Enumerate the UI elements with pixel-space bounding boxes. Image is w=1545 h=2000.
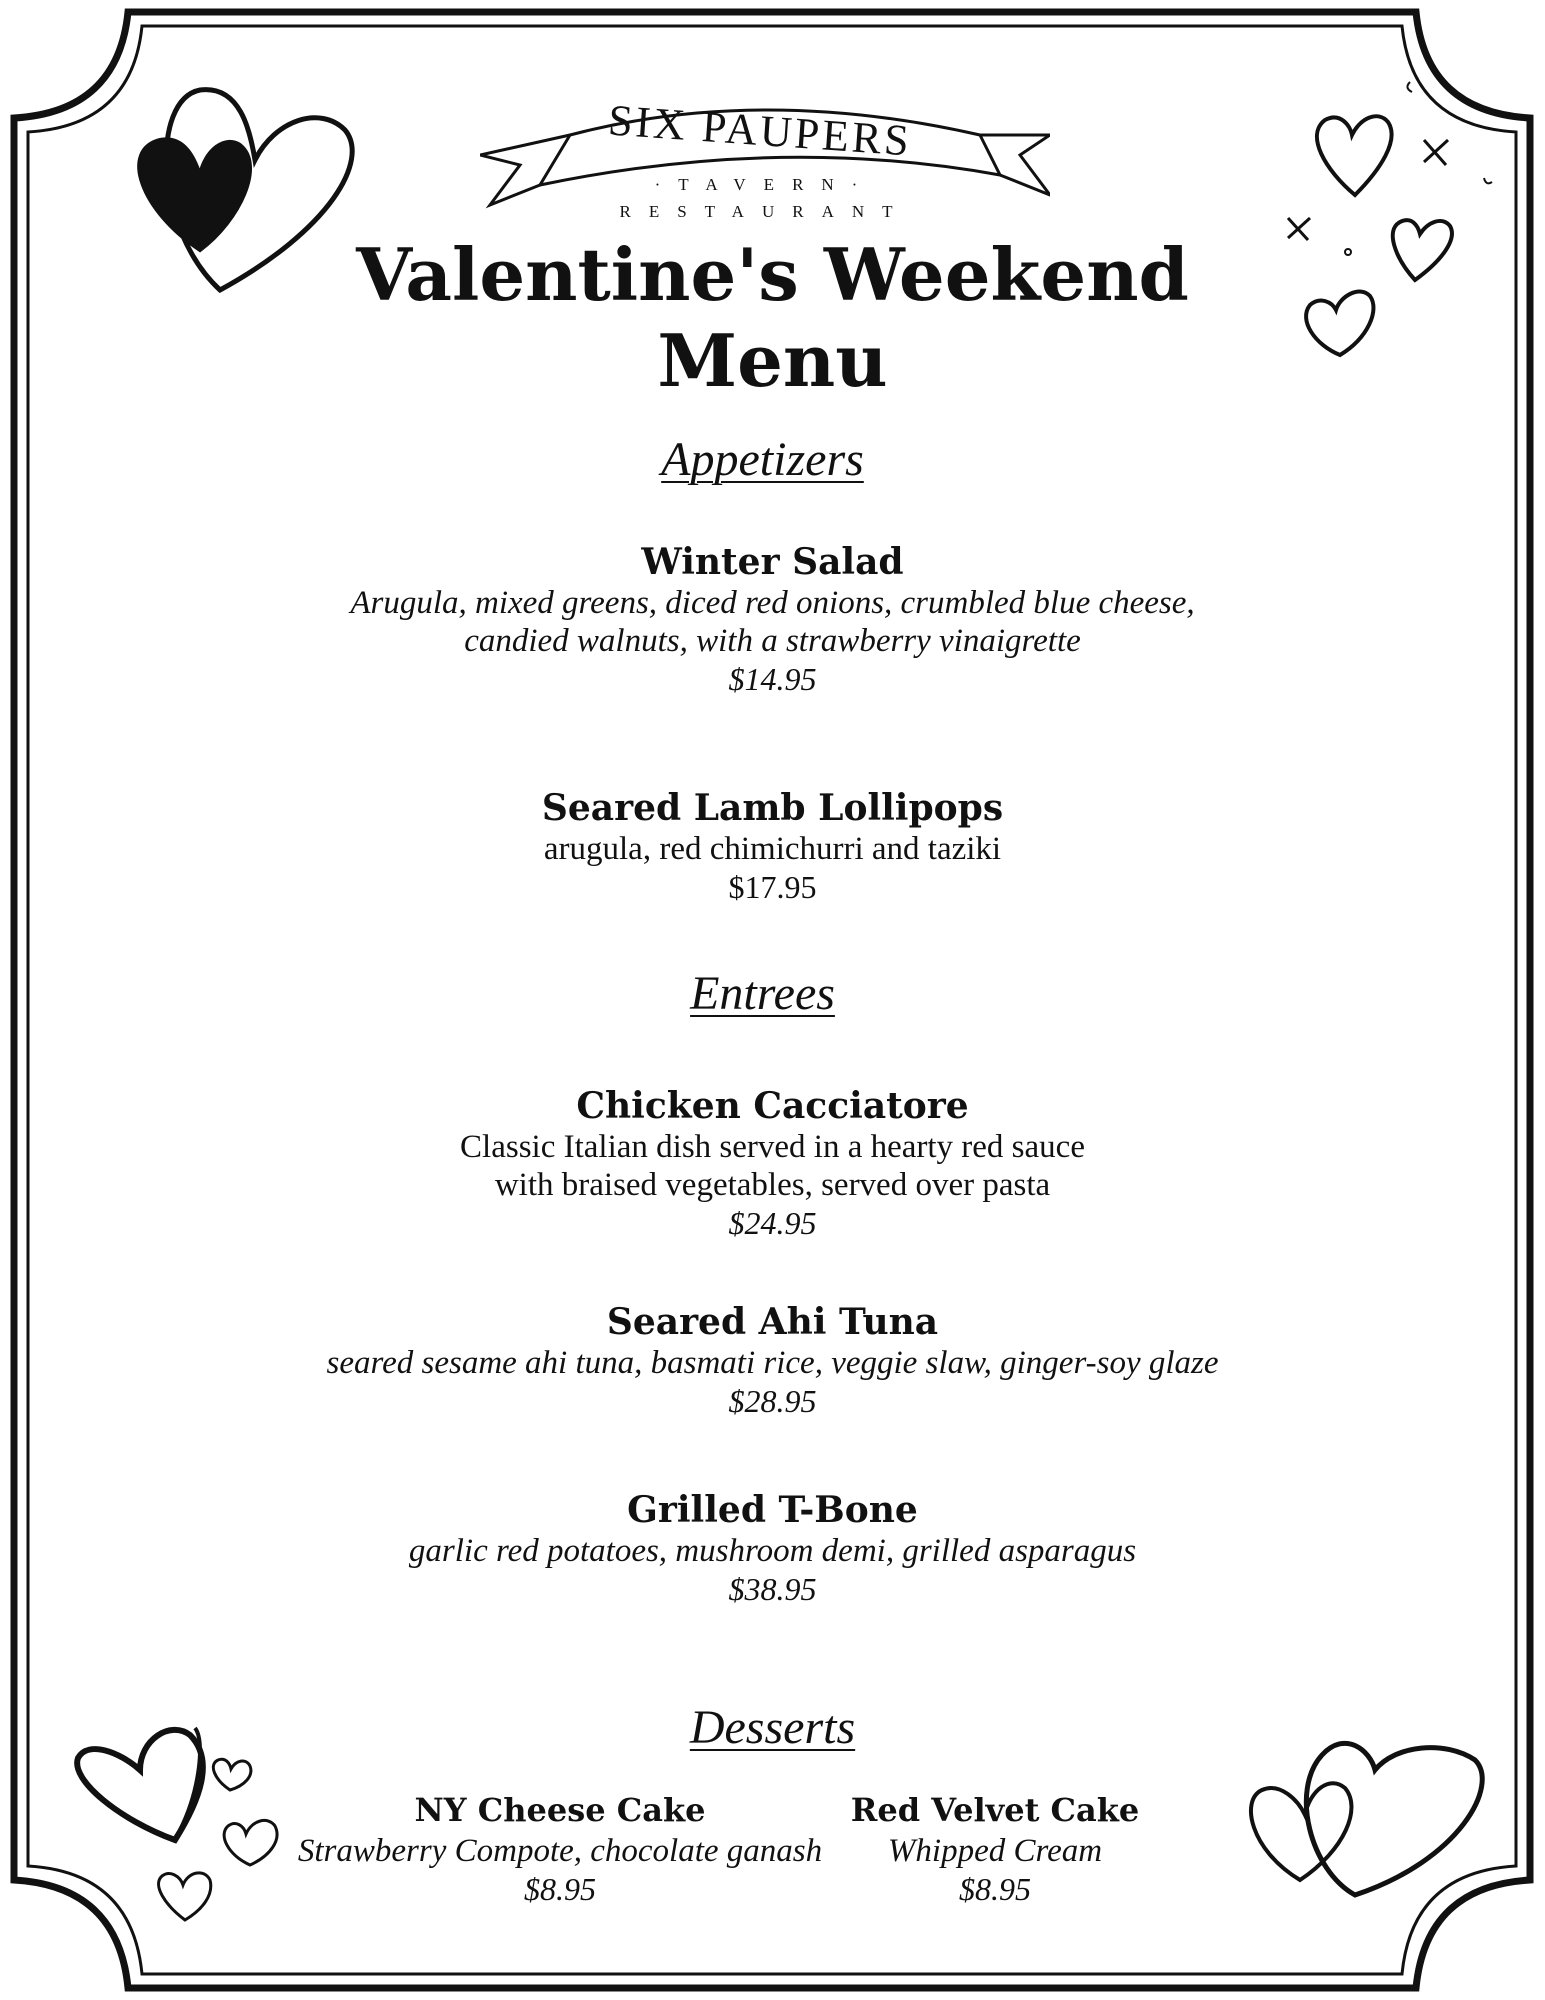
item-description: seared sesame ahi tuna, basmati rice, veggie slaw, ginger-soy glaze <box>326 1345 1219 1381</box>
menu-title-line2: Menu <box>657 318 888 403</box>
item-price: $8.95 <box>959 1871 1031 1907</box>
item-name: Winter Salad <box>641 541 904 583</box>
section-appetizers: Appetizers <box>661 433 864 486</box>
item-price: $24.95 <box>728 1205 817 1241</box>
item-price: $8.95 <box>524 1871 596 1907</box>
item-description: arugula, red chimichurri and taziki <box>543 831 1002 867</box>
logo-name: SIX PAUPERS <box>606 95 914 166</box>
item-description: Classic Italian dish served in a hearty red sauce <box>460 1129 1085 1165</box>
menu-item-grilled-t-bone <box>0 1488 1545 1608</box>
item-name: Chicken Cacciatore <box>576 1085 969 1127</box>
menu-item-seared-lamb-lollipops <box>0 786 1545 906</box>
item-name: Seared Lamb Lollipops <box>541 787 1004 829</box>
item-name: Seared Ahi Tuna <box>606 1301 939 1343</box>
menu-item-chicken-cacciatore <box>0 1084 1545 1242</box>
item-description: Strawberry Compote, chocolate ganash <box>297 1833 823 1869</box>
menu-item-red-velvet-cake <box>830 1788 1160 1908</box>
item-name: NY Cheese Cake <box>414 1791 706 1829</box>
menu-title-line1: Valentine's Weekend <box>356 232 1189 317</box>
section-entrees: Entrees <box>690 967 835 1020</box>
item-price: $28.95 <box>728 1383 817 1419</box>
item-description: candied walnuts, with a strawberry vinaigrette <box>464 623 1081 659</box>
item-description: with braised vegetables, served over pasta <box>494 1167 1051 1203</box>
section-desserts: Desserts <box>689 1701 856 1754</box>
menu-item-ny-cheese-cake <box>280 1788 840 1908</box>
logo-tavern: ·TAVERN· <box>654 175 876 194</box>
item-description: garlic red potatoes, mushroom demi, grilled asparagus <box>408 1533 1137 1569</box>
item-price: $17.95 <box>728 869 817 905</box>
logo-restaurant: RESTAURANT <box>619 202 911 221</box>
menu-item-seared-ahi-tuna <box>0 1300 1545 1420</box>
restaurant-logo <box>480 95 1050 235</box>
item-name: Grilled T-Bone <box>627 1489 918 1531</box>
menu-item-winter-salad <box>0 540 1545 698</box>
item-price: $14.95 <box>728 661 817 697</box>
item-description: Arugula, mixed greens, diced red onions, crumbled blue cheese, <box>350 585 1195 621</box>
item-description: Whipped Cream <box>887 1833 1103 1869</box>
item-price: $38.95 <box>728 1571 817 1607</box>
item-name: Red Velvet Cake <box>850 1791 1140 1829</box>
